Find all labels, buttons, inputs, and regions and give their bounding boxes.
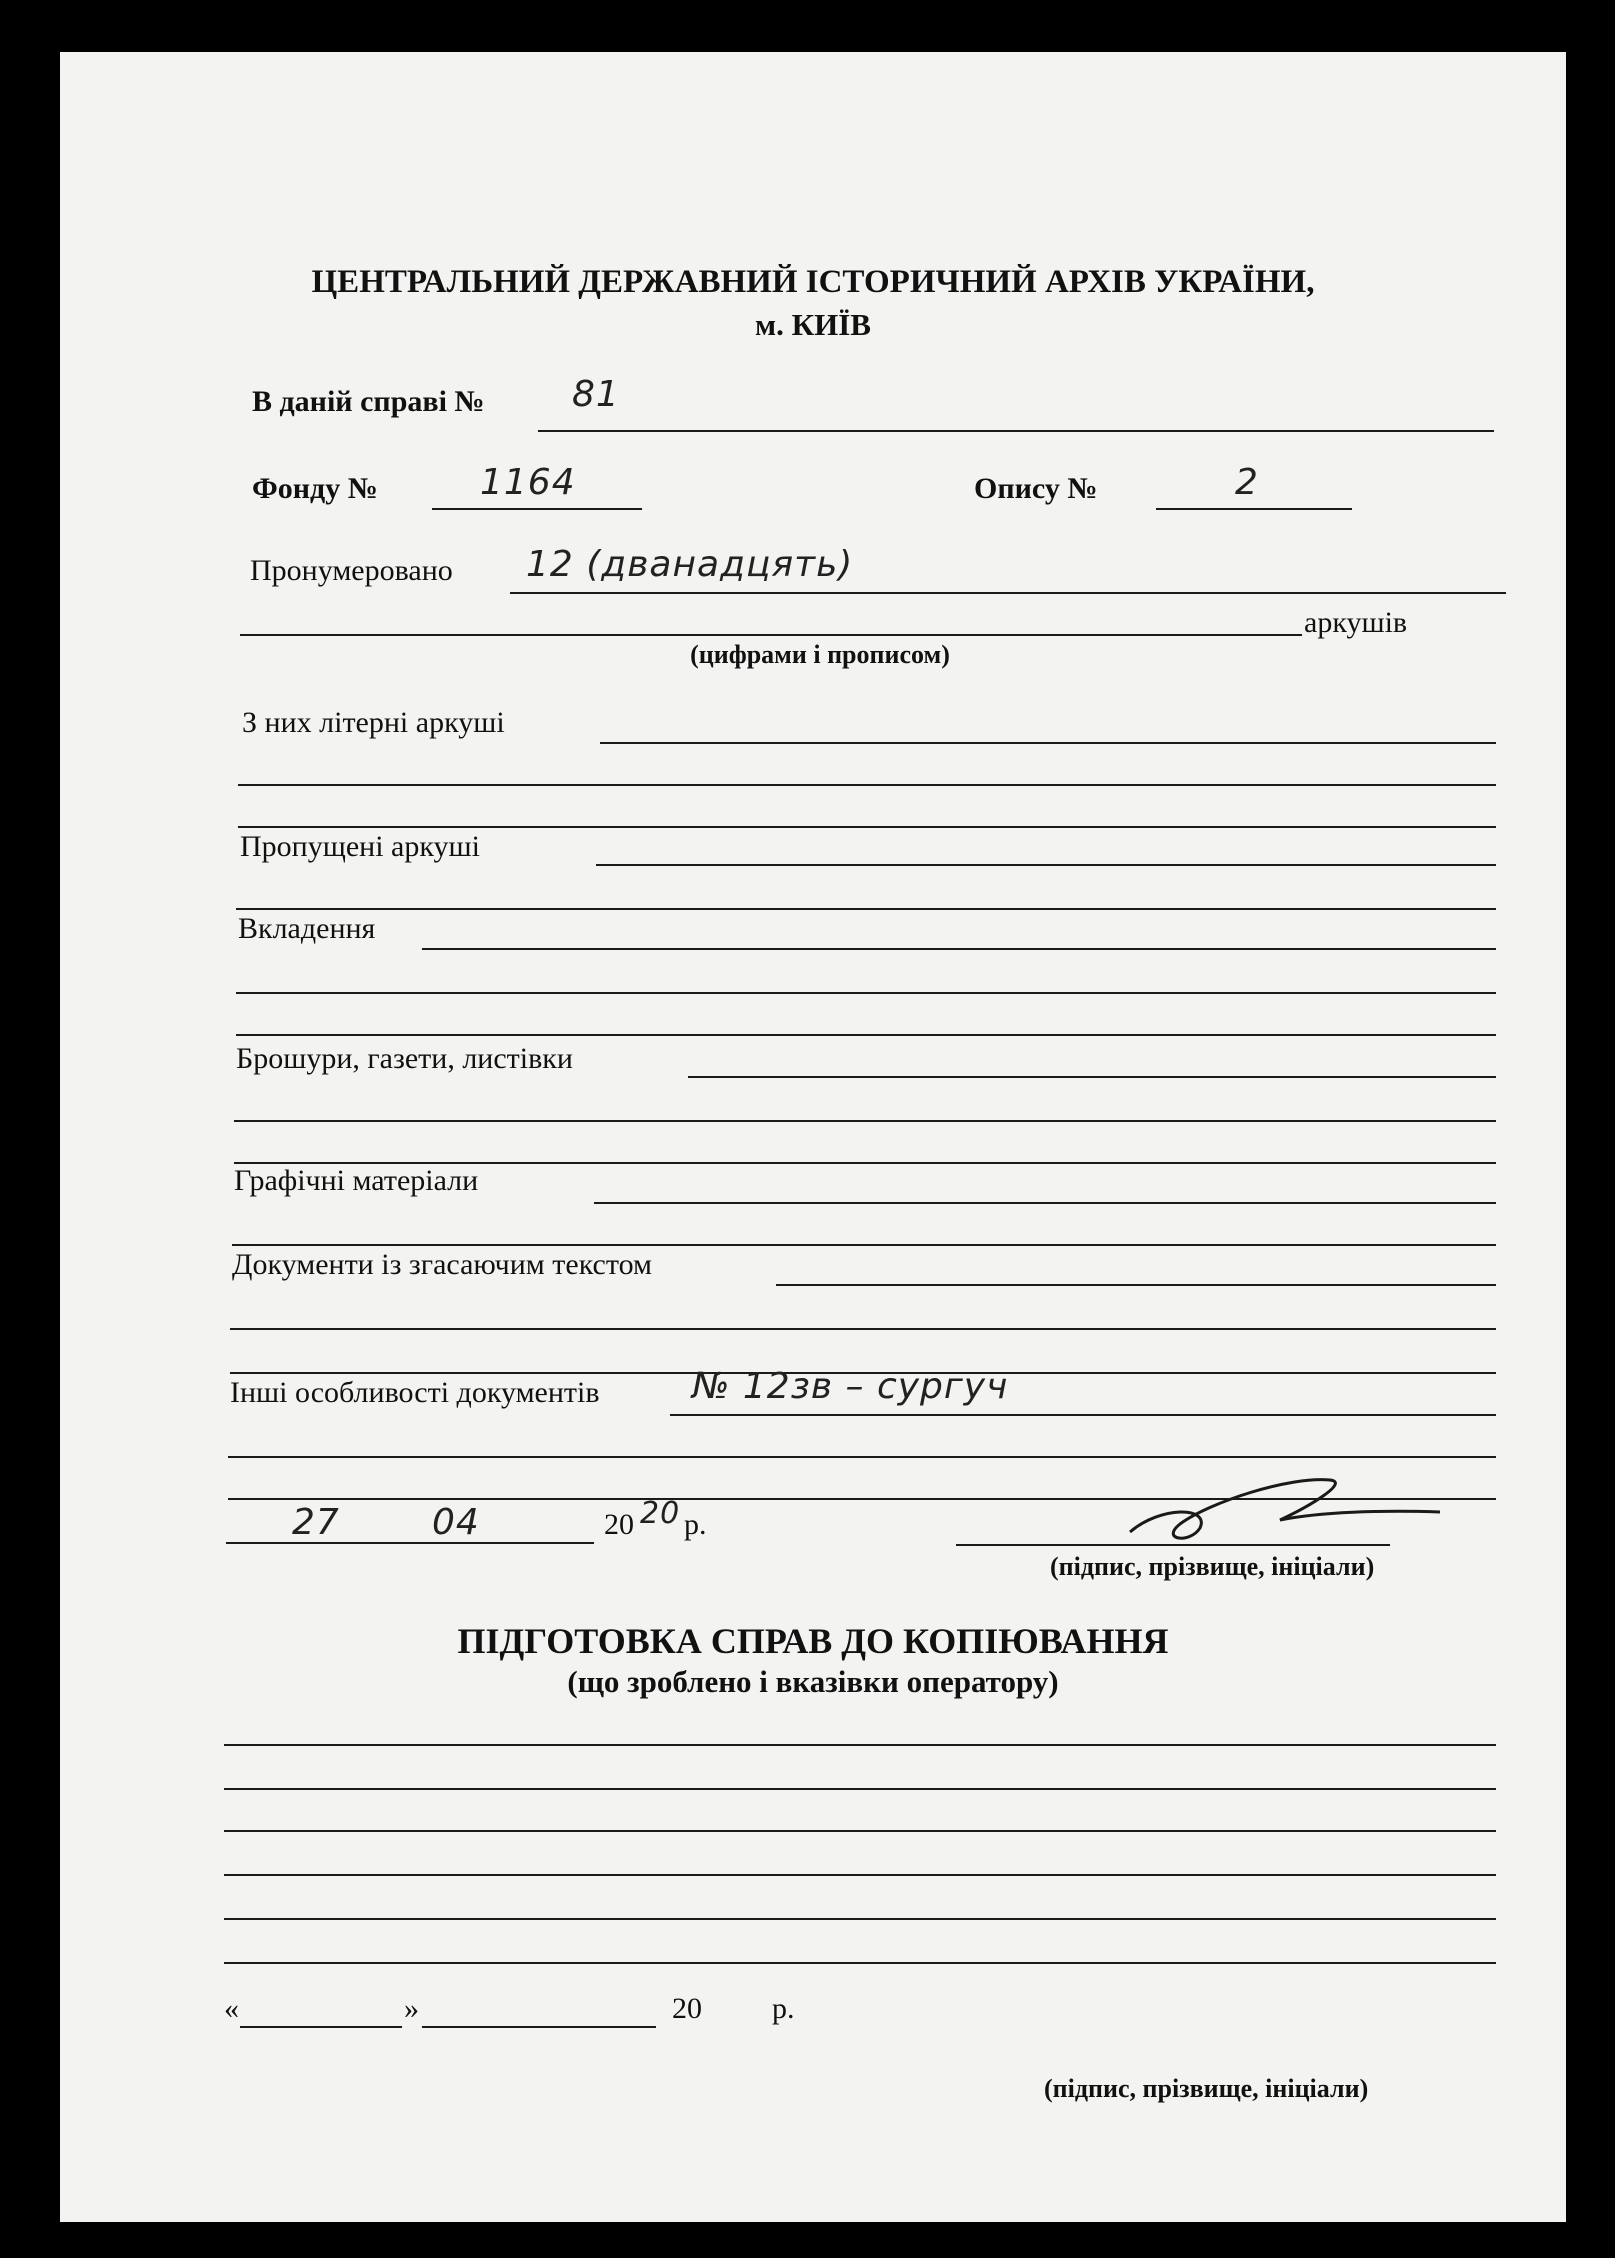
section2-line-3: [224, 1830, 1496, 1832]
brochures-line-1: [688, 1076, 1496, 1078]
date1-year-prefix: 20: [604, 1508, 634, 1541]
letter-sheets-line-3: [238, 826, 1496, 828]
signature1-line: [956, 1544, 1390, 1546]
fond-line: [432, 508, 642, 510]
case-number-label: В даній справі №: [252, 385, 485, 418]
opys-value: 2: [1235, 462, 1259, 503]
fading-docs-line-2: [230, 1328, 1496, 1330]
numbered-line-2: [240, 634, 1302, 636]
letter-sheets-label: З них літерні аркуші: [242, 706, 505, 739]
date1-month-line: [364, 1542, 594, 1544]
section2-line-2: [224, 1788, 1496, 1790]
section2-title: ПІДГОТОВКА СПРАВ ДО КОПІЮВАННЯ: [457, 1621, 1169, 1661]
brochures-line-2: [234, 1120, 1496, 1122]
attachments-label: Вкладення: [238, 912, 376, 945]
archive-title: ЦЕНТРАЛЬНИЙ ДЕРЖАВНИЙ ІСТОРИЧНИЙ АРХІВ УКРАЇНИ,: [311, 264, 1315, 300]
fond-label: Фонду №: [252, 472, 378, 505]
opys-line: [1156, 508, 1352, 510]
missing-sheets-line-1: [596, 864, 1496, 866]
date1-day: 27: [292, 1502, 340, 1543]
brochures-label: Брошури, газети, листівки: [236, 1042, 573, 1075]
date2-r: р.: [772, 1992, 795, 2025]
signature2-hint: (підпис, прізвище, ініціали): [1044, 2074, 1369, 2103]
numbered-unit: аркушів: [1304, 606, 1408, 639]
missing-sheets-label: Пропущені аркуші: [240, 830, 480, 863]
section2-line-1: [224, 1744, 1496, 1746]
other-features-line-2: [228, 1456, 1496, 1458]
date1-year-suffix: 20: [640, 1496, 681, 1531]
signature-scribble: [1120, 1466, 1460, 1546]
letter-sheets-line-2: [238, 784, 1496, 786]
missing-sheets-line-2: [236, 908, 1496, 910]
date2-month-line: [422, 2026, 656, 2028]
date2-year: 20: [672, 1992, 702, 2025]
date2-day-line: [240, 2026, 402, 2028]
attachments-line-3: [236, 1034, 1496, 1036]
fading-docs-line-1: [776, 1284, 1496, 1286]
numbered-label: Пронумеровано: [250, 554, 453, 587]
date2-close-quote: »: [404, 1992, 419, 2025]
archive-city: м. КИЇВ: [755, 307, 871, 342]
signature1-hint: (підпис, прізвище, ініціали): [1050, 1552, 1375, 1581]
numbered-hint: (цифрами і прописом): [690, 640, 950, 669]
fading-docs-label: Документи із згасаючим текстом: [232, 1248, 652, 1281]
other-features-line-1: [670, 1414, 1496, 1416]
section2-line-4: [224, 1874, 1496, 1876]
date1-r: р.: [684, 1508, 707, 1541]
numbered-value: 12 (дванадцять): [526, 544, 854, 585]
graphics-line-1: [594, 1202, 1496, 1204]
archive-form-sheet: [60, 52, 1566, 2222]
numbered-line-1: [510, 592, 1506, 594]
graphics-line-2: [232, 1244, 1496, 1246]
letter-sheets-line-1: [600, 742, 1496, 744]
section2-subtitle: (що зроблено і вказівки оператору): [567, 1664, 1059, 1699]
opys-label: Опису №: [974, 472, 1098, 505]
case-number-line: [538, 430, 1494, 432]
fond-value: 1164: [480, 462, 576, 503]
attachments-line-2: [236, 992, 1496, 994]
graphics-label: Графічні матеріали: [234, 1164, 479, 1197]
other-features-label: Інші особливості документів: [230, 1376, 600, 1409]
date2-open-quote: «: [224, 1992, 239, 2025]
date1-month: 04: [432, 1502, 480, 1543]
section2-line-5: [224, 1918, 1496, 1920]
attachments-line-1: [422, 948, 1496, 950]
case-number-value: 81: [572, 374, 620, 415]
other-features-value: № 12зв – сургуч: [692, 1366, 1009, 1407]
section2-line-6: [224, 1962, 1496, 1964]
